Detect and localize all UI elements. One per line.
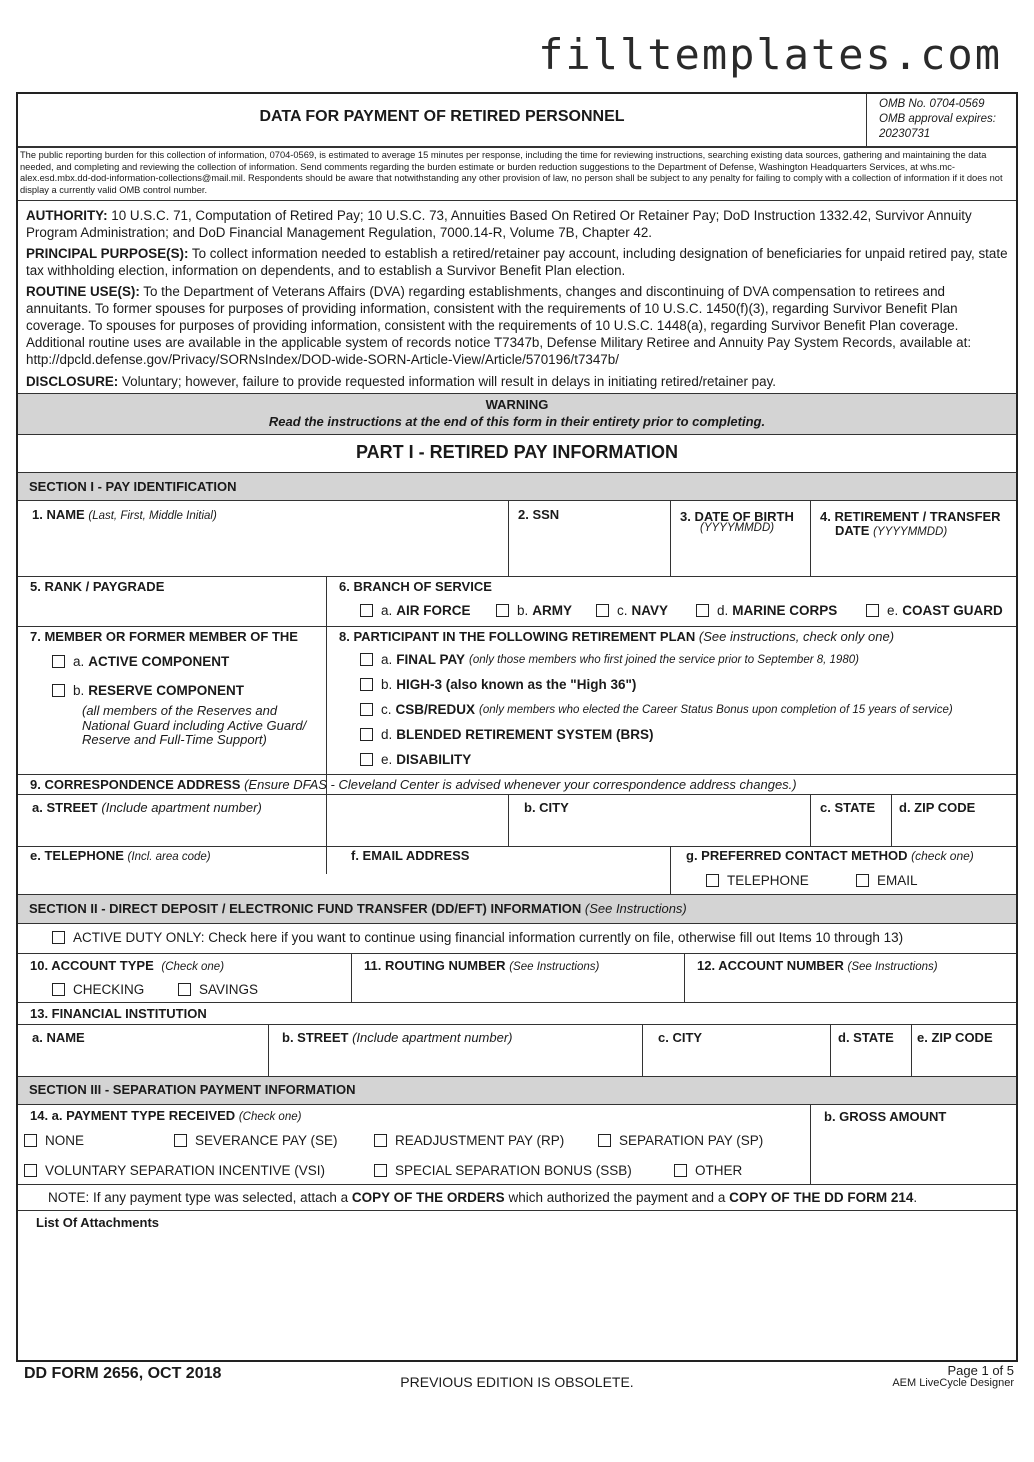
paytype-r1-2-checkbox[interactable] <box>374 1134 387 1147</box>
correspondence-label: 9. CORRESPONDENCE ADDRESS <box>30 777 241 792</box>
form-id: DD FORM 2656, OCT 2018 <box>24 1365 222 1382</box>
member-0-option[interactable] <box>52 654 229 669</box>
paytype-r2-1-checkbox[interactable] <box>374 1164 387 1177</box>
account-number-field-label <box>697 958 938 973</box>
branch-3-name: MARINE CORPS <box>732 603 838 618</box>
plan-2-checkbox[interactable] <box>360 703 373 716</box>
payment-type-label: 14. a. PAYMENT TYPE RECEIVED <box>30 1108 236 1123</box>
email-label: f. EMAIL ADDRESS <box>351 848 470 863</box>
omb-expiry-date: 20230731 <box>879 128 931 140</box>
omb-approval-label: OMB approval expires: <box>879 113 996 125</box>
fin-zip-label: e. ZIP CODE <box>917 1030 993 1045</box>
branch-3-prefix: d. <box>717 603 729 618</box>
branch-2-option[interactable] <box>596 603 668 618</box>
member-1-option[interactable] <box>52 683 244 698</box>
paytype-r1-3-checkbox[interactable] <box>598 1134 611 1147</box>
attachments-label: List Of Attachments <box>36 1215 160 1230</box>
branch-0-checkbox[interactable] <box>360 604 373 617</box>
city-label: b. CITY <box>524 800 569 815</box>
designer-credit: AEM LiveCycle Designer <box>892 1377 1014 1389</box>
retirement-date-label-word: DATE <box>835 523 870 538</box>
dob-hint: (YYYYMMDD) <box>700 522 775 534</box>
authority-statement <box>26 207 1014 241</box>
member-0-prefix: a. <box>73 654 85 669</box>
plan-3-option[interactable] <box>360 727 654 742</box>
contact-telephone-option[interactable] <box>706 873 809 888</box>
fin-name-label: a. NAME <box>32 1030 85 1045</box>
member-label: 7. MEMBER OR FORMER MEMBER OF THE <box>30 629 298 644</box>
plan-3-name: BLENDED RETIREMENT SYSTEM (BRS) <box>396 727 654 742</box>
fin-street-input[interactable] <box>272 1048 642 1074</box>
branch-1-prefix: b. <box>517 603 529 618</box>
obsolete-notice: PREVIOUS EDITION IS OBSOLETE. <box>400 1374 634 1390</box>
name-field-label <box>32 507 217 522</box>
street-input[interactable] <box>24 818 504 844</box>
warning-title: WARNING <box>485 397 549 412</box>
paytype-r2-2-option[interactable] <box>674 1163 742 1178</box>
checking-label: CHECKING <box>73 982 145 997</box>
branch-label: 6. BRANCH OF SERVICE <box>339 579 492 594</box>
plan-field-label <box>339 629 894 644</box>
paytype-r2-1-label: SPECIAL SEPARATION BONUS (SSB) <box>395 1163 632 1178</box>
contact-email-checkbox[interactable] <box>856 874 869 887</box>
plan-4-prefix: e. <box>381 752 393 767</box>
branch-2-name: NAVY <box>631 603 669 618</box>
paytype-r1-3-option[interactable] <box>598 1133 763 1148</box>
plan-2-option[interactable] <box>360 702 953 717</box>
authority-label: AUTHORITY: <box>26 208 108 223</box>
street-field-label <box>32 800 262 815</box>
savings-label: SAVINGS <box>199 982 259 997</box>
ssn-label: 2. SSN <box>518 507 560 522</box>
fin-street-label: b. STREET <box>282 1030 349 1045</box>
disclosure-text: Voluntary; however, failure to provide requested information will result in delays in initiating retired/retainer pay. <box>118 374 776 389</box>
authority-text: 10 U.S.C. 71, Computation of Retired Pay; 10 U.S.C. 73, Annuities Based On Retired Or Retainer Pay; DoD Instruction 1332.42, Survivor Annuity Program Administration; and DoD Financial Management Regulation, 7000.14-R, Volume 7B, Chapter 42. <box>26 208 972 240</box>
paytype-r2-2-label: OTHER <box>695 1163 743 1178</box>
checking-option[interactable] <box>52 982 144 997</box>
section2-hint: (See Instructions) <box>584 901 687 916</box>
plan-2-prefix: c. <box>381 702 392 717</box>
branch-4-name: COAST GUARD <box>902 603 1003 618</box>
reserve-note-line2: National Guard including Active Guard/ <box>82 717 307 733</box>
correspondence-field-label <box>30 777 797 792</box>
plan-2-note: (only members who elected the Career Status Bonus upon completion of 15 years of service) <box>479 703 953 716</box>
attachments-input[interactable] <box>24 1234 1010 1354</box>
paytype-r1-1-label: SEVERANCE PAY (SE) <box>195 1133 338 1148</box>
account-type-hint: (Check one) <box>161 961 225 973</box>
burden-statement: The public reporting burden for this collection of information, 0704-0569, is estimated to average 15 minutes per response, including the time for reviewing instructions, searching existing data sources, gathering and maintaining the data needed, and completing and reviewing the collection of information. Send comments regarding the burden estimate or burden reduction suggestions to the Department of Defense, Washington Headquarters Services, at whs.mc-alex.esd.mbx.dd-dod-information-collections@mail.mil. Respondents should be aware that notwithstanding any other provision of law, no person shall be subject to any penalty for failing to comply with a collection of information if it does not display a currently valid OMB control number. <box>20 150 1003 195</box>
account-type-field-label <box>30 958 224 973</box>
contact-email-option[interactable] <box>856 873 918 888</box>
retirement-date-label-2 <box>835 523 947 538</box>
fin-street-hint: (Include apartment number) <box>352 1030 513 1045</box>
routing-hint: (See Instructions) <box>509 961 600 973</box>
note-text-1: NOTE: If any payment type was selected, attach a <box>48 1190 352 1205</box>
savings-option[interactable] <box>178 982 258 997</box>
plan-3-prefix: d. <box>381 727 393 742</box>
telephone-label: e. TELEPHONE <box>30 848 124 863</box>
plan-0-name: FINAL PAY <box>396 652 466 667</box>
contact-telephone-label: TELEPHONE <box>727 873 809 888</box>
note-dd214: COPY OF THE DD FORM 214 <box>729 1190 914 1205</box>
zip-label: d. ZIP CODE <box>899 800 976 815</box>
branch-2-prefix: c. <box>617 603 628 618</box>
member-0-checkbox[interactable] <box>52 655 65 668</box>
street-hint: (Include apartment number) <box>101 800 262 815</box>
member-1-checkbox[interactable] <box>52 684 65 697</box>
paytype-r1-0-label: NONE <box>45 1133 85 1148</box>
section2-title-row <box>29 901 687 916</box>
note-orders: COPY OF THE ORDERS <box>351 1190 505 1205</box>
active-duty-text: ACTIVE DUTY ONLY: Check here if you want to continue using financial information currently on file, otherwise fill out Items 10 through 13) <box>73 930 904 945</box>
branch-1-name: ARMY <box>532 603 573 618</box>
contact-method-label: g. PREFERRED CONTACT METHOD <box>686 848 908 863</box>
fin-zip-input[interactable] <box>915 1048 1013 1074</box>
branch-1-checkbox[interactable] <box>496 604 509 617</box>
member-1-name: RESERVE COMPONENT <box>88 683 245 698</box>
dd-form-2656 <box>16 92 1018 1362</box>
branch-4-checkbox[interactable] <box>866 604 879 617</box>
paytype-r1-0-checkbox[interactable] <box>24 1134 37 1147</box>
paytype-r1-1-checkbox[interactable] <box>174 1134 187 1147</box>
member-0-name: ACTIVE COMPONENT <box>88 654 230 669</box>
paytype-r1-2-label: READJUSTMENT PAY (RP) <box>395 1133 565 1148</box>
disclosure-label: DISCLOSURE: <box>26 374 119 389</box>
reserve-note <box>82 704 306 748</box>
paytype-r1-2-option[interactable] <box>374 1133 564 1148</box>
section2-title: SECTION II - DIRECT DEPOSIT / ELECTRONIC FUND TRANSFER (DD/EFT) INFORMATION <box>29 901 582 916</box>
account-number-label: 12. ACCOUNT NUMBER <box>697 958 844 973</box>
plan-0-prefix: a. <box>381 652 393 667</box>
section1-title: SECTION I - PAY IDENTIFICATION <box>29 479 237 494</box>
member-1-prefix: b. <box>73 683 85 698</box>
rank-label: 5. RANK / PAYGRADE <box>30 579 165 594</box>
rank-input[interactable] <box>24 598 320 624</box>
plan-2-name: CSB/REDUX <box>395 702 476 717</box>
state-input[interactable] <box>814 818 890 844</box>
plan-1-name: HIGH-3 (also known as the "High 36") <box>396 677 637 692</box>
plan-1-prefix: b. <box>381 677 393 692</box>
plan-1-checkbox[interactable] <box>360 678 373 691</box>
contact-method-hint: (check one) <box>911 849 974 863</box>
contact-method-field-label <box>686 848 974 863</box>
paytype-r2-0-option[interactable] <box>24 1163 325 1178</box>
telephone-input[interactable] <box>24 866 320 892</box>
fin-city-input[interactable] <box>646 1048 828 1074</box>
fin-city-label: c. CITY <box>658 1030 703 1045</box>
plan-label: 8. PARTICIPANT IN THE FOLLOWING RETIREMENT PLAN <box>339 629 696 644</box>
state-label: c. STATE <box>820 800 876 815</box>
branch-4-option[interactable] <box>866 603 1003 618</box>
paytype-r2-0-checkbox[interactable] <box>24 1164 37 1177</box>
payment-type-field-label <box>30 1108 301 1123</box>
gross-amount-input[interactable] <box>814 1128 1012 1180</box>
disclosure-statement <box>26 373 1014 390</box>
routing-field-label <box>364 958 599 973</box>
plan-1-option[interactable] <box>360 677 636 692</box>
street-label: a. STREET <box>32 800 98 815</box>
branch-4-prefix: e. <box>887 603 899 618</box>
telephone-hint: (Incl. area code) <box>127 851 211 863</box>
note-text-2: which authorized the payment and a <box>504 1190 730 1205</box>
plan-3-checkbox[interactable] <box>360 728 373 741</box>
warning-text: Read the instructions at the end of this form in their entirety prior to completing. <box>268 414 766 429</box>
savings-checkbox[interactable] <box>178 983 191 996</box>
plan-4-name: DISABILITY <box>396 752 472 767</box>
financial-institution-label: 13. FINANCIAL INSTITUTION <box>30 1006 207 1021</box>
branch-3-checkbox[interactable] <box>696 604 709 617</box>
plan-0-checkbox[interactable] <box>360 653 373 666</box>
routine-label: ROUTINE USE(S): <box>26 284 140 299</box>
page-number: Page 1 of 5 <box>947 1363 1014 1378</box>
site-watermark: filltemplates.com <box>538 30 1002 79</box>
city-input[interactable] <box>512 818 808 844</box>
dob-label: 3. DATE OF BIRTH <box>680 509 794 524</box>
routing-label: 11. ROUTING NUMBER <box>364 958 506 973</box>
account-number-input[interactable] <box>688 976 1012 1000</box>
contact-telephone-checkbox[interactable] <box>706 874 719 887</box>
fin-street-field-label <box>282 1030 513 1045</box>
ssn-input[interactable] <box>512 526 668 572</box>
purpose-label: PRINCIPAL PURPOSE(S): <box>26 246 189 261</box>
plan-4-option[interactable] <box>360 752 471 767</box>
contact-email-label: EMAIL <box>877 873 918 888</box>
dob-input[interactable] <box>674 538 810 572</box>
paytype-r1-3-label: SEPARATION PAY (SP) <box>619 1133 764 1148</box>
plan-0-note: (only those members who first joined the service prior to September 8, 1980) <box>469 653 859 666</box>
note-text-3: . <box>913 1190 918 1205</box>
purpose-statement <box>26 245 1014 279</box>
purpose-text: To collect information needed to establish a retired/retainer pay account, including designation of beneficiaries for unpaid retired pay, state tax withholding election, information on dependents, and to establish a Survivor Benefit Plan election. <box>26 246 1008 278</box>
gross-amount-label: b. GROSS AMOUNT <box>824 1109 947 1124</box>
routine-text: To the Department of Veterans Affairs (DVA) regarding establishments, changes and discontinuing of DVA compensation to retirees and annuitants. To former spouses for purposes of providing information, consistent with the requirements of 10 U.S.C. 1450(f)(3), regarding Survivor Benefit Plan coverage. To spouses for purposes of providing information, consistent with the requirements of 10 U.S.C. 1448(a), regarding Survivor Benefit Plan coverage. Additional routine uses are available in the applicable system of records notice T7347b, Defense Military Retiree and Annuity Pay System Records, available at: http://dpcld.defense.gov/Privacy/SORNsIndex/DOD-wide-SORN-Article-View/Article/570196/t7347b/ <box>26 284 972 367</box>
paytype-r1-1-option[interactable] <box>174 1133 338 1148</box>
paytype-r2-2-checkbox[interactable] <box>674 1164 687 1177</box>
correspondence-hint: (Ensure DFAS - Cleveland Center is advised whenever your correspondence address changes.) <box>244 777 797 792</box>
paytype-r1-0-option[interactable] <box>24 1133 84 1148</box>
name-hint: (Last, First, Middle Initial) <box>88 510 217 522</box>
checking-checkbox[interactable] <box>52 983 65 996</box>
reserve-note-line1: (all members of the Reserves and <box>82 703 278 718</box>
name-label: 1. NAME <box>32 507 85 522</box>
form-title: DATA FOR PAYMENT OF RETIRED PERSONNEL <box>259 108 625 125</box>
reserve-note-line3: Reserve and Full-Time Support) <box>82 732 267 747</box>
section3-title: SECTION III - SEPARATION PAYMENT INFORMATION <box>29 1082 356 1097</box>
attachment-note <box>48 1190 917 1205</box>
retirement-date-input[interactable] <box>814 540 1012 572</box>
fin-state-label: d. STATE <box>838 1030 894 1045</box>
omb-number: OMB No. 0704-0569 <box>879 98 985 110</box>
branch-3-option[interactable] <box>696 603 837 618</box>
plan-0-option[interactable] <box>360 652 859 667</box>
plan-hint: (See instructions, check only one) <box>698 629 895 644</box>
account-type-label: 10. ACCOUNT TYPE <box>30 958 154 973</box>
active-duty-checkbox[interactable] <box>52 931 65 944</box>
email-input[interactable] <box>330 866 668 892</box>
omb-info <box>879 97 996 142</box>
name-input[interactable] <box>24 526 504 572</box>
fin-name-input[interactable] <box>24 1048 264 1074</box>
fin-state-input[interactable] <box>834 1048 910 1074</box>
branch-0-name: AIR FORCE <box>396 603 471 618</box>
paytype-r2-0-label: VOLUNTARY SEPARATION INCENTIVE (VSI) <box>45 1163 326 1178</box>
routine-use-statement <box>26 283 1014 368</box>
branch-1-option[interactable] <box>496 603 572 618</box>
part1-title: PART I - RETIRED PAY INFORMATION <box>355 442 678 462</box>
routing-input[interactable] <box>356 976 682 1000</box>
branch-0-prefix: a. <box>381 603 393 618</box>
branch-2-checkbox[interactable] <box>596 604 609 617</box>
account-number-hint: (See Instructions) <box>847 961 938 973</box>
paytype-r2-1-option[interactable] <box>374 1163 632 1178</box>
active-duty-option[interactable] <box>52 930 903 945</box>
retirement-date-label: 4. RETIREMENT / TRANSFER <box>820 509 1001 524</box>
telephone-field-label <box>30 848 211 863</box>
payment-type-hint: (Check one) <box>238 1111 302 1123</box>
retirement-date-hint: (YYYYMMDD) <box>873 526 948 538</box>
plan-4-checkbox[interactable] <box>360 753 373 766</box>
zip-input[interactable] <box>895 818 1013 844</box>
branch-0-option[interactable] <box>360 603 471 618</box>
